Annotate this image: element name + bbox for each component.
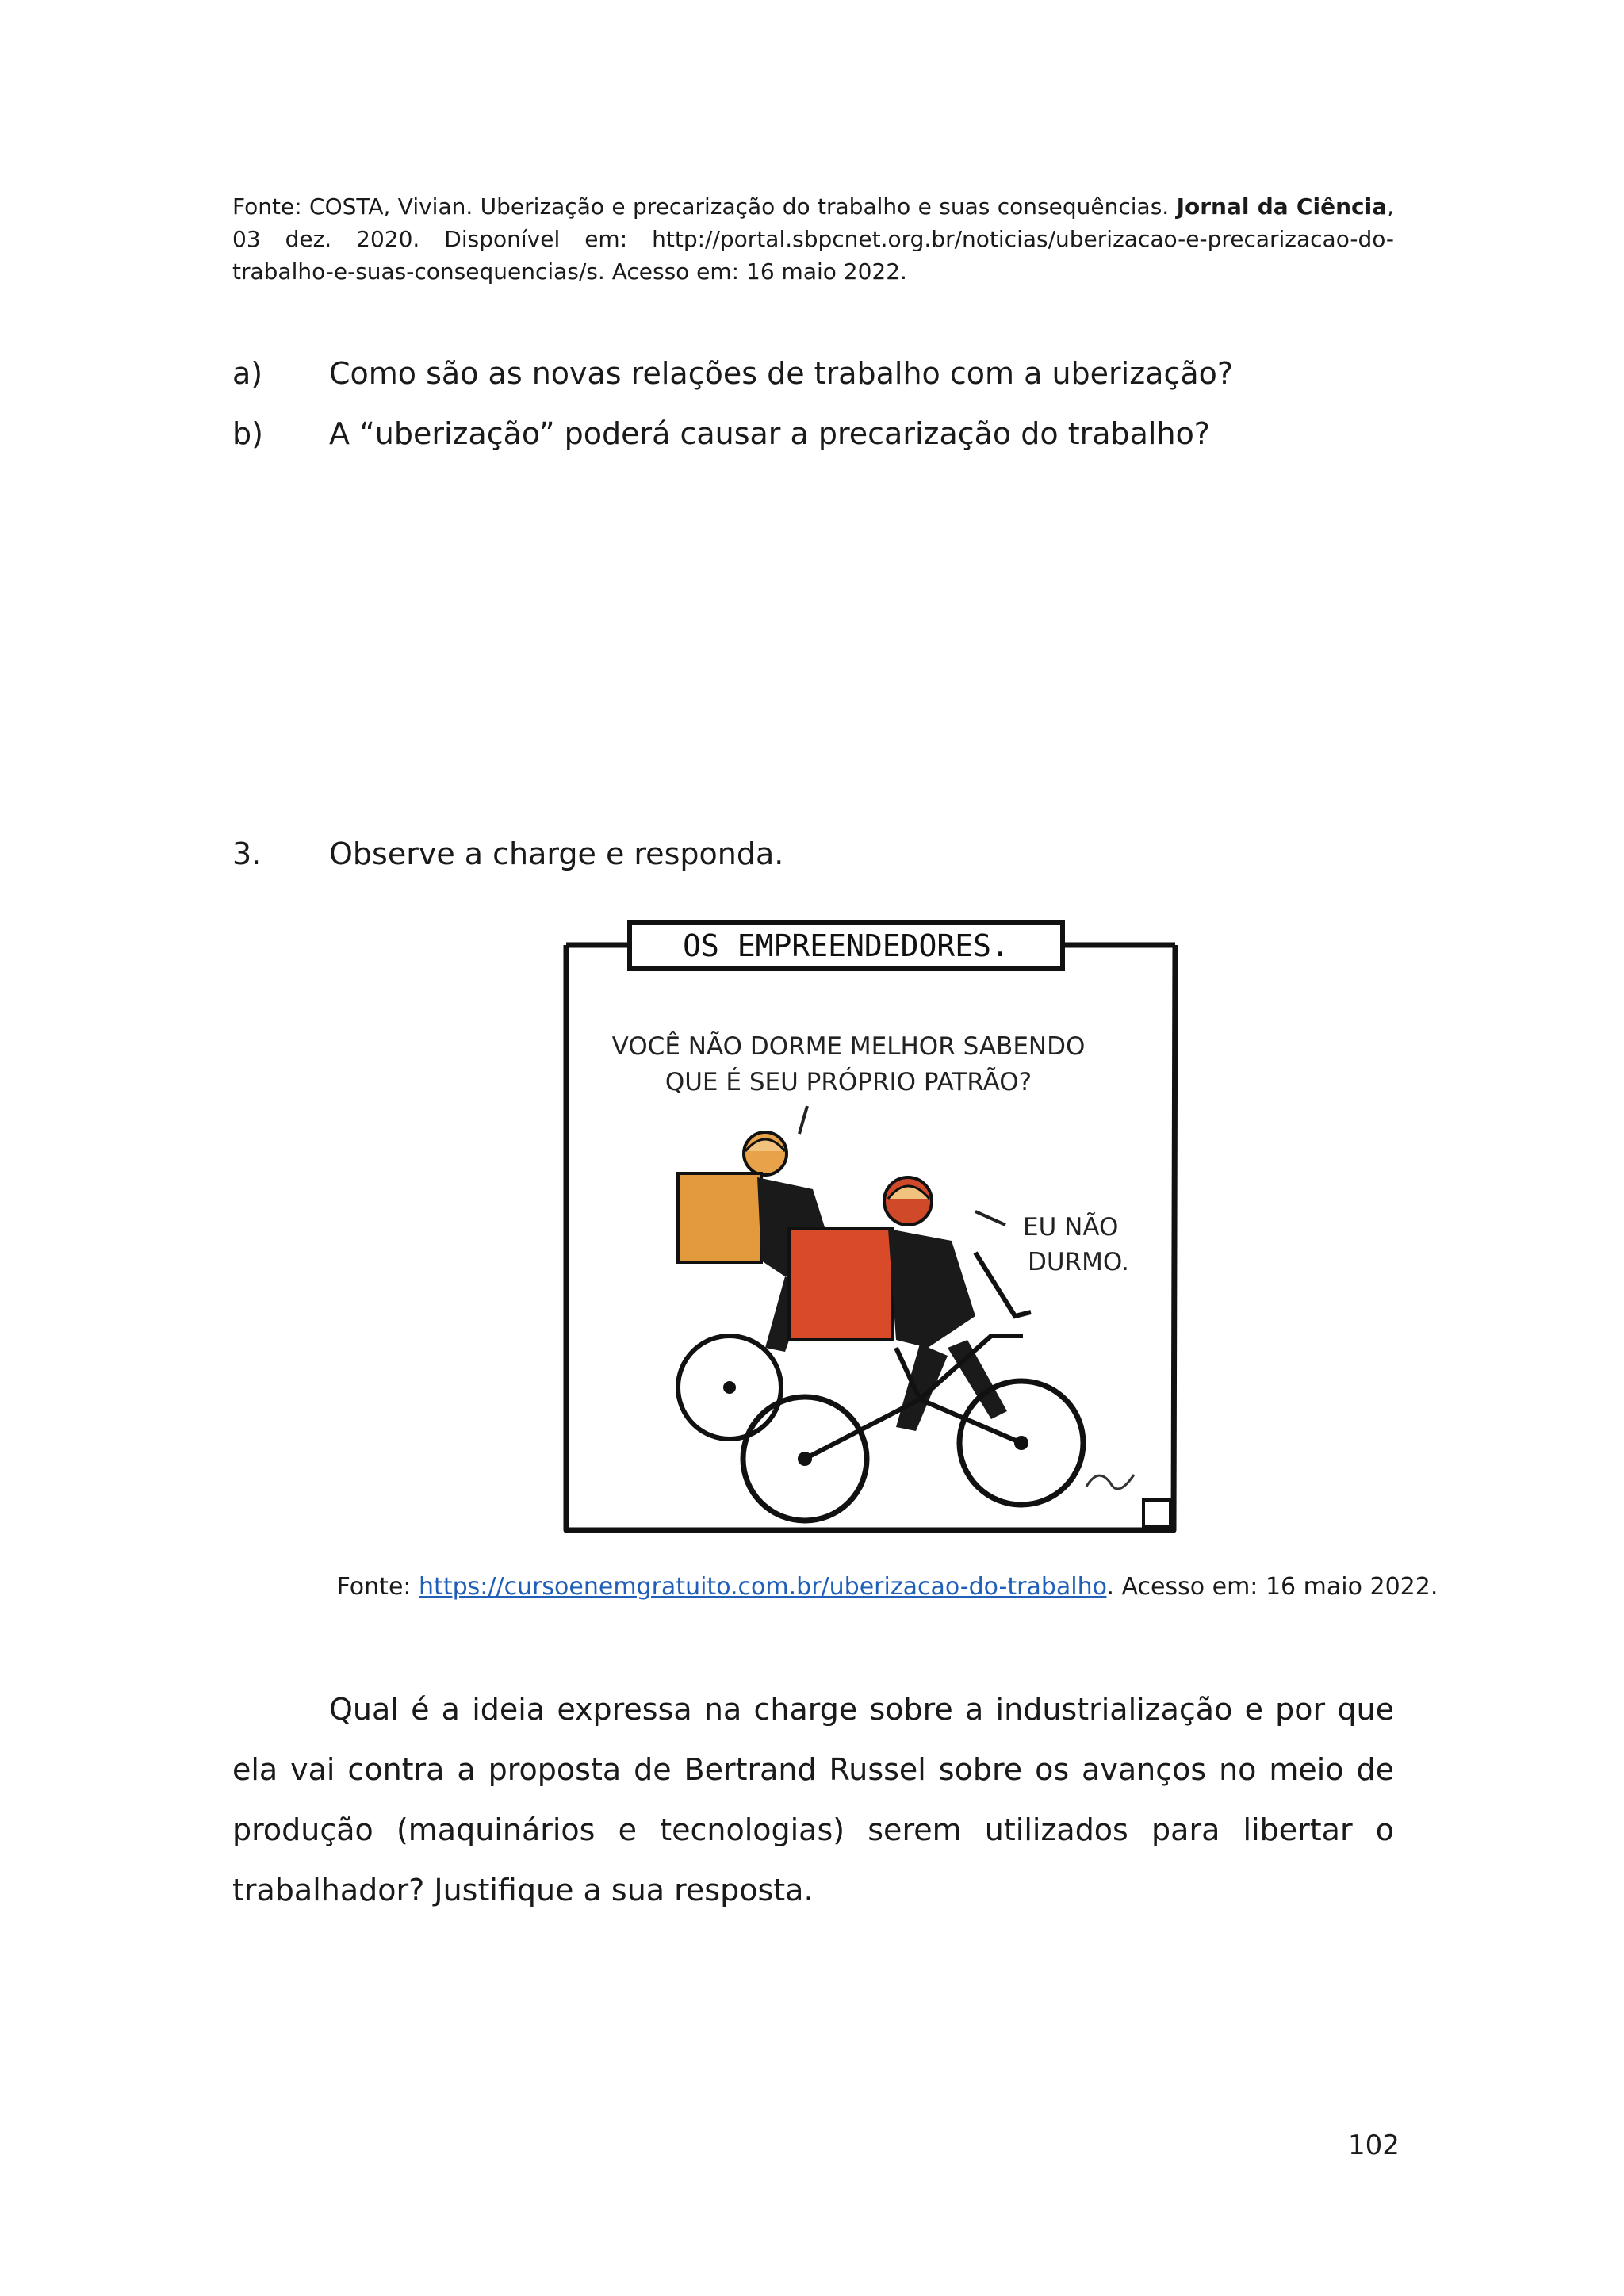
image-source-citation [0,1571,1624,1603]
question-marker: b) [232,416,263,451]
page-number: 102 [1348,2130,1400,2161]
speech-line: DURMO. [1028,1248,1129,1276]
journal-name: Jornal da Ciência [1176,193,1388,220]
source-suffix: . Acesso em: 16 maio 2022. [1106,1573,1438,1601]
source-link[interactable]: https://cursoenemgratuito.com.br/uberizacao-do-trabalho [419,1573,1107,1601]
source-citation [232,190,1394,288]
citation-text: Fonte: COSTA, Vivian. Uberização e precarização do trabalho e suas consequências. [232,193,1177,220]
source-prefix: Fonte: [336,1573,419,1601]
question-text: Observe a charge e responda. [329,836,784,871]
question-marker: a) [232,356,263,391]
question-text: A “uberização” poderá causar a precarização do trabalho? [329,416,1210,451]
question-number: 3. [232,836,262,871]
cartoon-title: OS EMPREENDEDORES. [683,928,1009,963]
cartoon-image [547,904,1197,1554]
citation-details: , 03 dez. 2020. Disponível em: http://portal.sbpcnet.org.br/noticias/uberizacao-e-precarizacao-do-trabalho-e-suas-consequencias/s. Acesso em: 16 maio 2022. [232,193,1394,285]
speech-line: QUE É SEU PRÓPRIO PATRÃO? [665,1068,1032,1096]
question-paragraph: Qual é a ideia expressa na charge sobre a industrialização e por que ela vai contra a proposta de Bertrand Russel sobre os avanços no meio de produção (maquinários e tecnologias) serem utilizados para libertar o trabalhador? Justifique a sua resposta. [232,1692,1394,1908]
speech-line: VOCÊ NÃO DORME MELHOR SABENDO [611,1032,1086,1061]
question-text: Como são as novas relações de trabalho com a uberização? [329,356,1234,391]
speech-line: EU NÃO [1023,1213,1119,1242]
